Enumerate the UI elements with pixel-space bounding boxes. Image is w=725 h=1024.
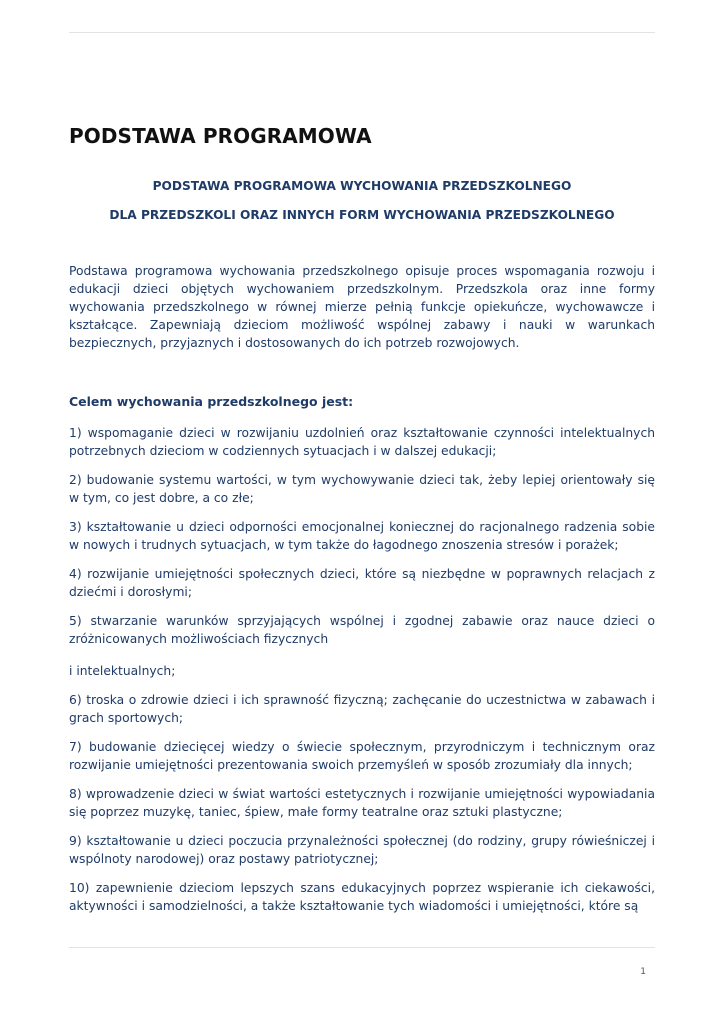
document-subtitle-2: DLA PRZEDSZKOLI ORAZ INNYCH FORM WYCHOWANIA PRZEDSZKOLNEGO: [109, 208, 615, 222]
goal-item: 10) zapewnienie dzieciom lepszych szans edukacyjnych poprzez wspieranie ich ciekawości, aktywności i samodzielności, a także kształtowanie tych wiadomości i umiejętności, które są: [69, 880, 655, 913]
goal-item: 7) budowanie dziecięcej wiedzy o świecie społecznym, przyrodniczym i technicznym oraz rozwijanie umiejętności prezentowania swoich przemyśleń w sposób zrozumiały dla innych;: [69, 739, 655, 772]
footer-divider: [69, 947, 655, 948]
goals-heading: Celem wychowania przedszkolnego jest:: [69, 394, 354, 409]
goal-item: 3) kształtowanie u dzieci odporności emocjonalnej koniecznej do racjonalnego radzenia sobie w nowych i trudnych sytuacjach, w tym także do łagodnego znoszenia stresów i porażek;: [69, 519, 655, 552]
goal-item: 8) wprowadzenie dzieci w świat wartości estetycznych i rozwijanie umiejętności wypowiadania się poprzez muzykę, taniec, śpiew, małe formy teatralne oraz sztuki plastyczne;: [69, 786, 655, 819]
goal-item-continuation: i intelektualnych;: [69, 663, 176, 678]
goal-item: 6) troska o zdrowie dzieci i ich sprawność fizyczną; zachęcanie do uczestnictwa w zabawach i grach sportowych;: [69, 692, 655, 725]
goal-item: 5) stwarzanie warunków sprzyjających wspólnej i zgodnej zabawie oraz nauce dzieci o zróżnicowanych możliwościach fizycznych: [69, 613, 655, 646]
goals-list: [69, 424, 655, 915]
document-title: PODSTAWA PROGRAMOWA: [69, 124, 372, 148]
goal-item: 2) budowanie systemu wartości, w tym wychowywanie dzieci tak, żeby lepiej orientowały się w tym, co jest dobre, a co złe;: [69, 472, 655, 505]
goal-item: 9) kształtowanie u dzieci poczucia przynależności społecznej (do rodziny, grupy rówieśniczej i wspólnoty narodowej) oraz postawy patriotycznej;: [69, 833, 655, 866]
goal-item: 4) rozwijanie umiejętności społecznych dzieci, które są niezbędne w poprawnych relacjach z dziećmi i dorosłymi;: [69, 566, 655, 599]
document-body: [69, 124, 655, 926]
goal-item: 1) wspomaganie dzieci w rozwijaniu uzdolnień oraz kształtowanie czynności intelektualnych potrzebnych dzieciom w codziennych sytuacjach i w dalszej edukacji;: [69, 425, 655, 458]
header-divider: [69, 32, 655, 33]
document-subtitle-1: PODSTAWA PROGRAMOWA WYCHOWANIA PRZEDSZKOLNEGO: [152, 179, 572, 193]
intro-paragraph: Podstawa programowa wychowania przedszkolnego opisuje proces wspomagania rozwoju i edukacji dzieci objętych wychowaniem przedszkolnym. Przedszkola oraz inne formy wychowania przedszkolnego w równej mierze pełnią funkcje opiekuńcze, wychowawcze i kształcące. Zapewniają dzieciom możliwość wspólnej zabawy i nauki w warunkach bezpiecznych, przyjaznych i dostosowanych do ich potrzeb rozwojowych.: [69, 264, 655, 350]
page-number: 1: [640, 967, 646, 977]
